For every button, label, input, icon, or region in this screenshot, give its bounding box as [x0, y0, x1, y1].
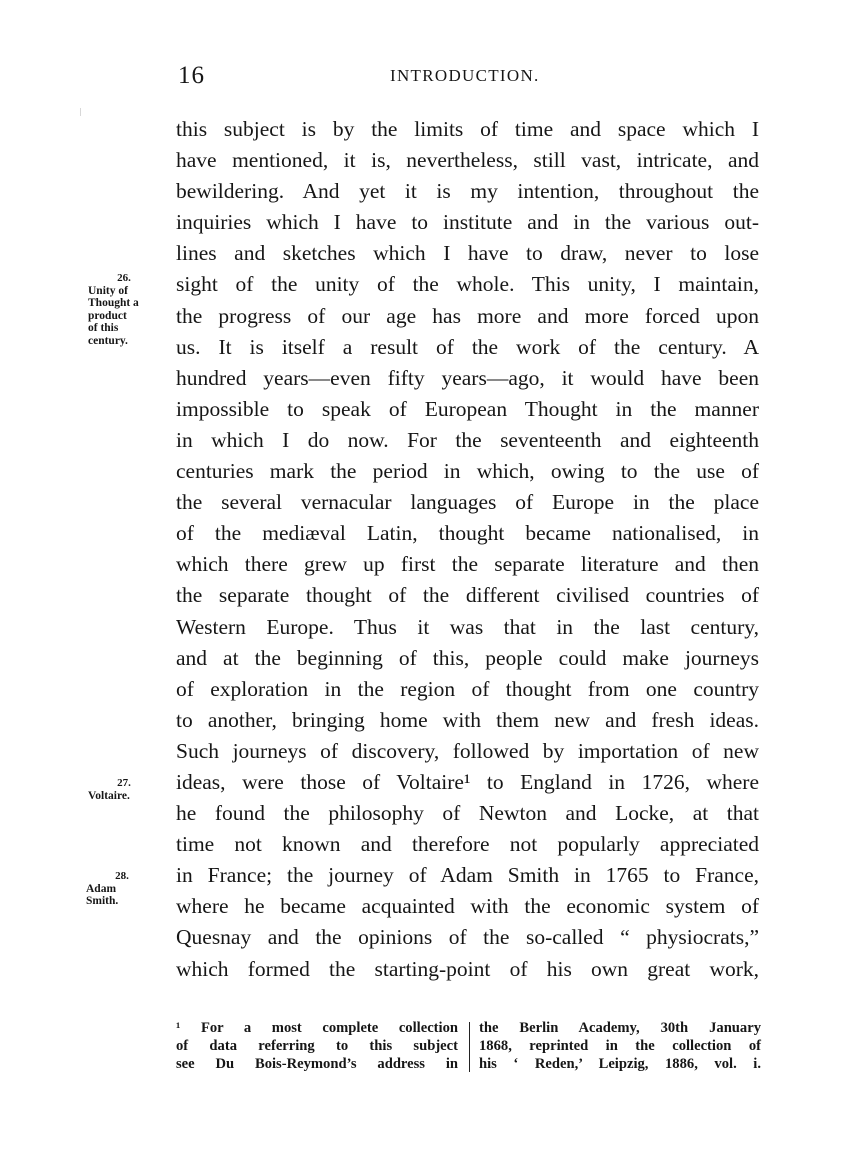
text-line: the separate thought of the different civilised countries of [176, 583, 759, 608]
margin-note-number: 28. [115, 870, 129, 882]
margin-note-unity-of-thought [84, 272, 164, 348]
margin-note-voltaire [84, 777, 164, 802]
margin-note-label: Adam Smith. [86, 882, 119, 908]
footnote-line: see Du Bois-Reymond’s address in [176, 1055, 458, 1072]
text-line: sight of the unity of the whole. This unity, I maintain, [176, 272, 759, 297]
text-line: ideas, were those of Voltaire¹ to England in 1726, where [176, 769, 759, 794]
footnote-column-divider [469, 1022, 470, 1072]
text-line: to another, bringing home with them new and fresh ideas. [176, 707, 759, 732]
text-line: the progress of our age has more and more forced upon [176, 303, 759, 328]
text-line: this subject is by the limits of time and space which I [176, 117, 759, 141]
footnote-line: 1868, reprinted in the collection of [479, 1037, 761, 1054]
text-line: the several vernacular languages of Europe in the place [176, 490, 759, 515]
text-line: centuries mark the period in which, owing to the use of [176, 459, 759, 484]
text-line: in France; the journey of Adam Smith in 1765 to France, [176, 863, 759, 888]
body-text [176, 114, 759, 985]
text-line: Western Europe. Thus it was that in the last century, [176, 614, 759, 639]
footnote-line: the Berlin Academy, 30th January [479, 1020, 761, 1036]
footnote-right-column [479, 1020, 761, 1073]
text-line: bewildering. And yet it is my intention, throughout the [176, 179, 759, 204]
text-line: where he became acquainted with the economic system of [176, 894, 759, 919]
text-line: in which I do now. For the seventeenth and eighteenth [176, 427, 759, 452]
text-line: he found the philosophy of Newton and Locke, at that [176, 801, 759, 826]
footnote-line: his ‘ Reden,’ Leipzig, 1886, vol. i. [479, 1055, 761, 1072]
text-line: us. It is itself a result of the work of the century. A [176, 334, 759, 359]
scan-mark [80, 108, 81, 116]
text-line: of exploration in the region of thought from one country [176, 676, 759, 701]
text-line: lines and sketches which I have to draw, never to lose [176, 241, 759, 266]
text-line: which there grew up first the separate literature and then [176, 552, 759, 577]
text-line: impossible to speak of European Thought in the manner [176, 396, 759, 421]
text-line: have mentioned, it is, nevertheless, still vast, intricate, and [176, 148, 759, 173]
footnote-left-column [176, 1020, 458, 1073]
margin-note-adam-smith [82, 870, 162, 908]
text-line: Such journeys of discovery, followed by importation of new [176, 738, 759, 763]
footnote-line: ¹ For a most complete collection [176, 1020, 458, 1036]
margin-note-number: 27. [117, 777, 131, 789]
text-line: which formed the starting-point of his own great work, [176, 956, 759, 981]
page-number: 16 [178, 62, 205, 89]
text-line: of the mediæval Latin, thought became nationalised, in [176, 521, 759, 546]
text-line: inquiries which I have to institute and in the various out- [176, 210, 759, 235]
text-line: time not known and therefore not popularly appreciated [176, 832, 759, 857]
running-head: INTRODUCTION. [390, 66, 540, 85]
text-line: hundred years—even fifty years—ago, it would have been [176, 365, 759, 390]
text-line: Quesnay and the opinions of the so-called “ physiocrats,” [176, 925, 759, 950]
text-line: and at the beginning of this, people could make journeys [176, 645, 759, 670]
margin-note-label: Unity of Thought a product of this century. [88, 284, 139, 347]
margin-note-label: Voltaire. [88, 789, 130, 802]
margin-note-number: 26. [117, 272, 131, 284]
footnote-line: of data referring to this subject [176, 1037, 458, 1054]
